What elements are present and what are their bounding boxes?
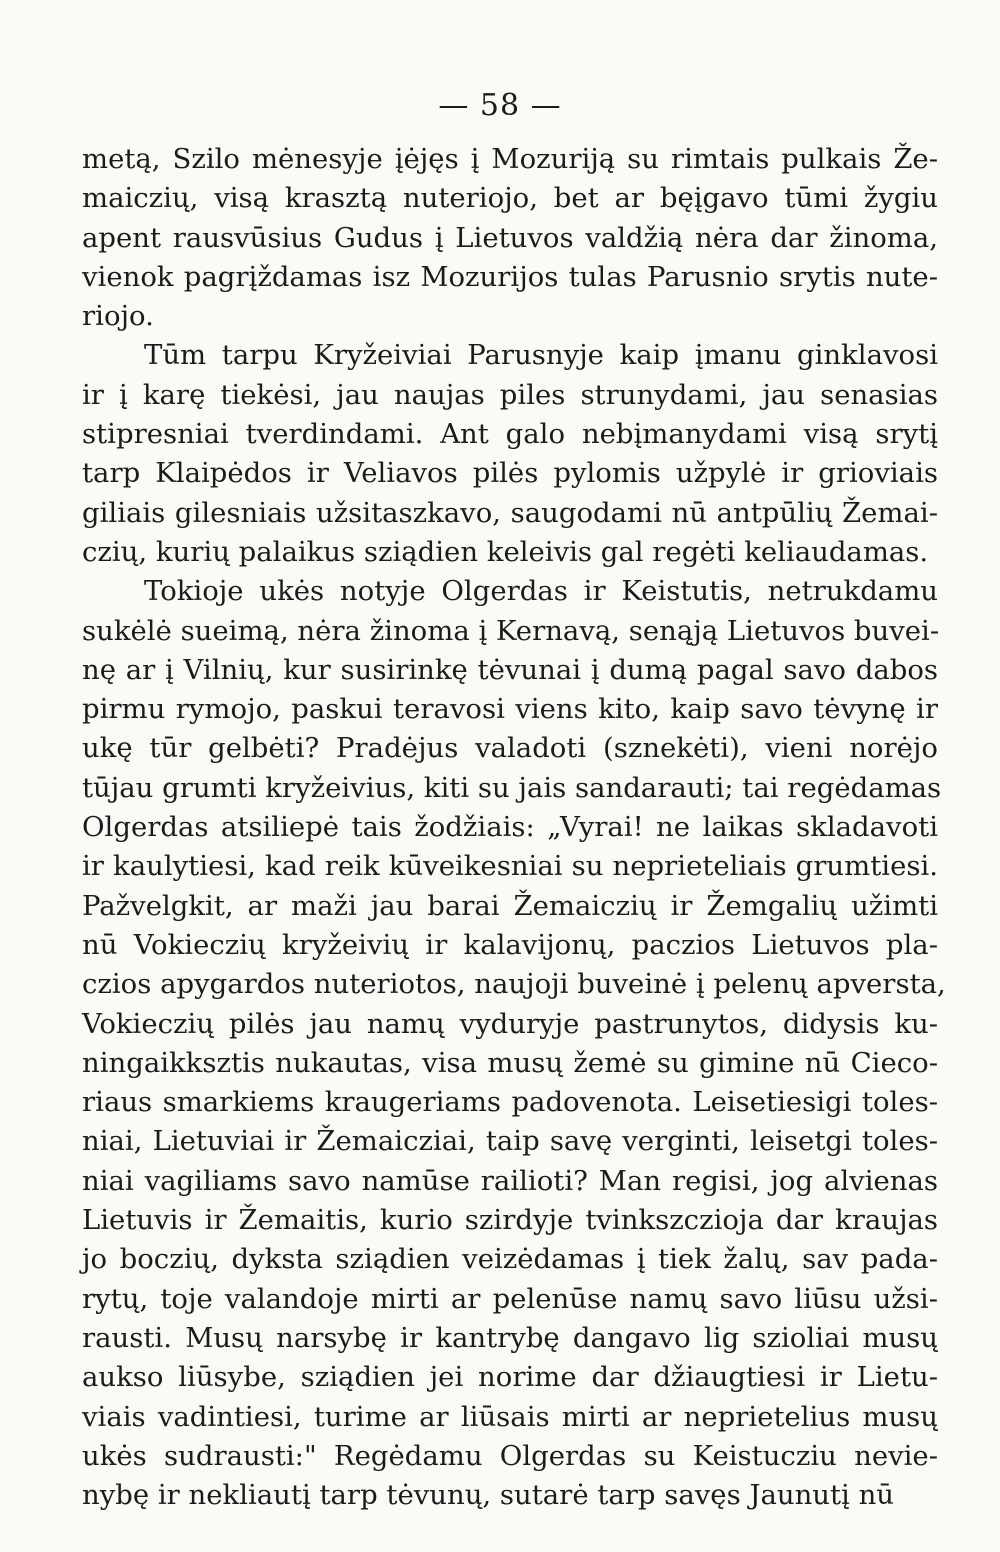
text-line: Lietuvis ir Žemaitis, kurio szirdyje tvinkszczioja dar kraujas xyxy=(82,1204,938,1237)
text-line: Vokieczių pilės jau namų vyduryje pastrunytos, didysis ku- xyxy=(82,1007,938,1040)
text-line: pirmu rymojo, paskui teravosi viens kito, kaip savo tėvynę ir xyxy=(82,693,938,726)
text-line: Olgerdas atsiliepė tais žodžiais: „Vyrai! ne laikas skladavoti xyxy=(82,811,938,844)
text-line: czių, kurių palaikus sziądien keleivis gal regėti keliaudamas. xyxy=(82,535,929,568)
text-line: apent rausvūsius Gudus į Lietuvos valdžią nėra dar žinoma, xyxy=(82,221,938,254)
text-line: vienok pagrįždamas isz Mozurijos tulas Parusnio srytis nute- xyxy=(82,260,938,293)
text-line: nę ar į Vilnių, kur susirinkę tėvunai į dumą pagal savo dabos xyxy=(82,653,938,686)
text-line: maiczių, visą krasztą nuteriojo, bet ar bęįgavo tūmi žygiu xyxy=(82,182,938,215)
body-text xyxy=(82,140,946,1515)
text-line: aukso liūsybe, sziądien jei norime dar džiaugtiesi ir Lietu- xyxy=(82,1361,938,1394)
text-line: giliais gilesniais užsitaszkavo, saugodami nū antpūlių Žemai- xyxy=(82,496,938,529)
text-line: ningaikksztis nukautas, visa musų žemė su gimine nū Cieco- xyxy=(82,1046,938,1079)
text-line: tūjau grumti kryžeivius, kiti su jais sandarauti; tai regėdamas xyxy=(82,771,942,804)
text-line: nybę ir nekliautį tarp tėvunų, sutarė tarp savęs Jaunutį nū xyxy=(82,1479,895,1512)
text-line: rausti. Musų narsybę ir kantrybę dangavo lig szioliai musų xyxy=(82,1321,938,1354)
text-line: Tūm tarpu Kryžeiviai Parusnyje kaip įmanu ginklavosi xyxy=(144,339,938,372)
text-line: niai vagiliams savo namūse railioti? Man regisi, jog alvienas xyxy=(82,1164,938,1197)
text-line: ukę tūr gelbėti? Pradėjus valadoti (sznekėti), vieni norėjo xyxy=(82,732,938,765)
text-line: nū Vokieczių kryžeivių ir kalavijonų, paczios Lietuvos pla- xyxy=(82,928,938,961)
text-line: rytų, toje valandoje mirti ar pelenūse namų savo liūsu užsi- xyxy=(82,1282,938,1315)
text-line: niai, Lietuviai ir Žemaicziai, taip savę verginti, leisetgi toles- xyxy=(82,1125,938,1158)
paragraph xyxy=(82,336,938,572)
text-line: czios apygardos nuteriotos, naujoji buveinė į pelenų apversta, xyxy=(82,968,946,1001)
text-line: sukėlė sueimą, nėra žinoma į Kernavą, senąją Lietuvos buvei- xyxy=(82,614,940,647)
text-line: Pažvelgkit, ar maži jau barai Žemaiczių ir Žemgalių užimti xyxy=(82,889,938,922)
paragraph xyxy=(82,572,946,1515)
text-line: Tokioje ukės notyje Olgerdas ir Keistutis, netrukdamu xyxy=(144,575,938,608)
text-line: tarp Klaipėdos ir Veliavos pilės pylomis užpylė ir grioviais xyxy=(82,457,938,490)
page-number: — 58 — xyxy=(438,88,562,123)
text-line: ukės sudrausti:" Regėdamu Olgerdas su Keistucziu nevie- xyxy=(82,1439,938,1472)
text-line: metą, Szilo mėnesyje įėjęs į Mozuriją su rimtais pulkais Že- xyxy=(82,143,938,175)
text-line: riaus smarkiems kraugeriams padovenota. Leisetiesigi toles- xyxy=(82,1086,938,1119)
text-line: riojo. xyxy=(82,300,154,333)
text-line: jo boczių, dyksta sziądien veizėdamas į tiek žalų, sav pada- xyxy=(82,1243,938,1276)
paragraph xyxy=(82,140,938,336)
text-line: ir į karę tiekėsi, jau naujas piles strunydami, jau senasias xyxy=(82,378,938,411)
text-line: stipresniai tverdindami. Ant galo nebįmanydami visą srytį xyxy=(82,418,938,451)
text-line: ir kaulytiesi, kad reik kūveikesniai su neprieteliais grumtiesi. xyxy=(82,850,938,883)
text-line: viais vadintiesi, turime ar liūsais mirti ar neprietelius musų xyxy=(82,1400,938,1433)
